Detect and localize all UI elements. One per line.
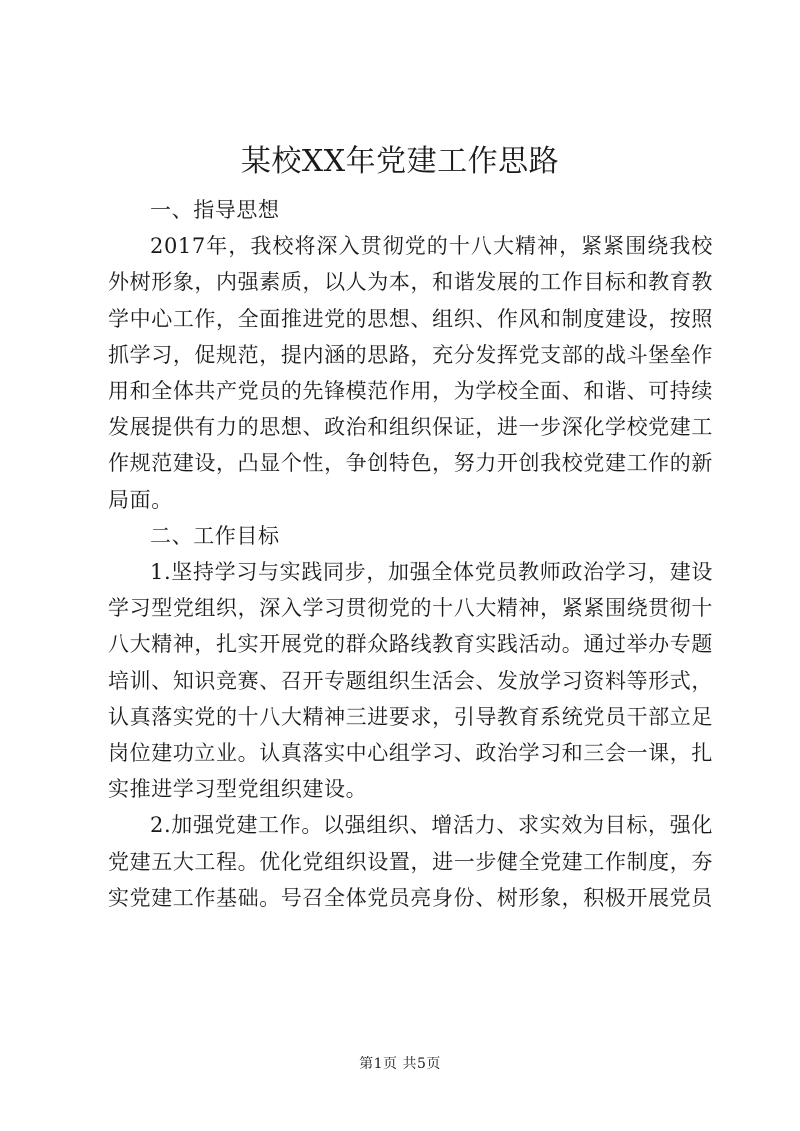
section-heading-guiding-ideology: 一、指导思想 xyxy=(150,198,280,222)
document-title: 某校XX年党建工作思路 xyxy=(240,144,560,179)
work-goal-item-2: 2.加强党建工作。以强组织、增活力、求实效为目标，强化党建五大工程。优化党组织设置，进一步健全党建工作制度，夯实党建工作基础。号召全体党员亮身份、树形象，积极开展党员 xyxy=(108,813,713,910)
section-heading-work-goals: 二、工作目标 xyxy=(150,523,280,548)
section-paragraph-guiding-ideology: 2017年，我校将深入贯彻党的十八大精神，紧紧围绕我校外树形象，内强素质，以人为本，和谐发展的工作目标和教育教学中心工作，全面推进党的思想、组织、作风和制度建设，按照抓学习，促规范，提内涵的思路，充分发挥党支部的战斗堡垒作用和全体共产党员的先锋模范作用，为学校全面、和谐、可持续发展提供有力的思想、政治和组织保证，进一步深化学校党建工作规范建设，凸显个性，争创特色，努力开创我校党建工作的新局面。 xyxy=(108,234,713,512)
work-goal-item-1: 1.坚持学习与实践同步，加强全体党员教师政治学习，建设学习型党组织，深入学习贯彻党的十八大精神，紧紧围绕贯彻十八大精神，扎实开展党的群众路线教育实践活动。通过举办专题培训、知识竞赛、召开专题组织生活会、发放学习资料等形式，认真落实党的十八大精神三进要求，引导教育系统党员干部立足岗位建功立业。认真落实中心组学习、政治学习和三会一课，扎实推进学习型党组织建设。 xyxy=(108,560,713,802)
page-number-footer: 第1页 共5页 xyxy=(359,1056,441,1072)
document-body xyxy=(108,192,713,916)
